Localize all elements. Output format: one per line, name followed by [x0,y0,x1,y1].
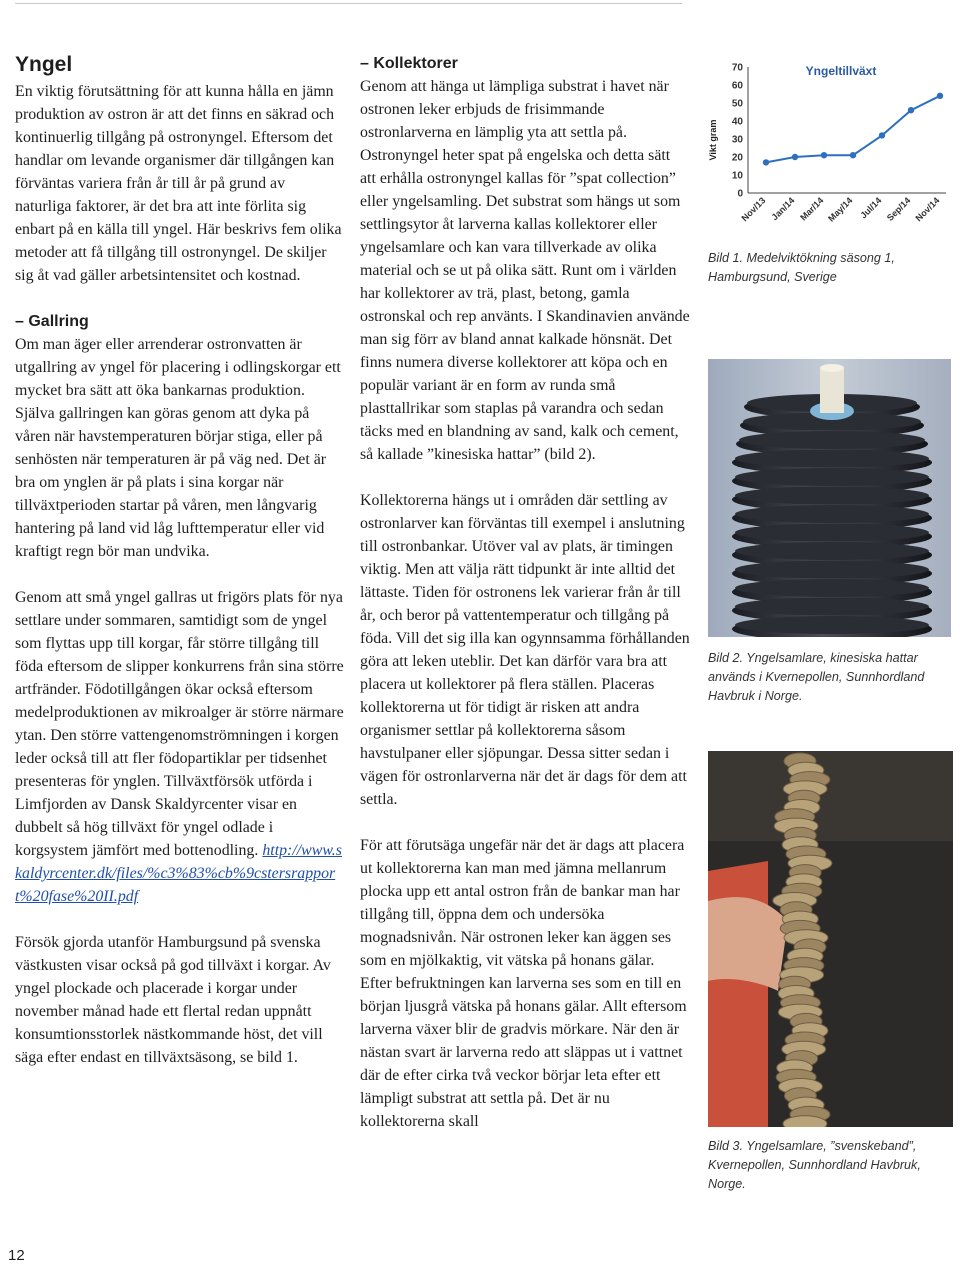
chart-x-tick-label: Jul/14 [858,195,884,221]
gallring-paragraph-2-text: Genom att små yngel gallras ut frigörs plats för nya settlare under sommaren, samtidigt som de yngel som flyttas upp till korgar, får större tillgång till föda eftersom de slipper konkurrens från sina större artfränder. Födotillgången ökar också eftersom medelproduktionen av mikroalger är större närmare ytan. Den större vattengenomströmningen i korgen leder också till att fler födopartiklar per tidsenhet presenteras för ynglen. Tillväxtförsök utförda i Limfjorden av Dansk Skaldyrcenter visar en dubbelt så hög tillväxt för yngel odlade i korgsystem jämfört med bottenodling. [15,589,344,859]
chart-y-tick-label: 10 [731,170,743,182]
bild1-caption: Bild 1. Medelviktökning säsong 1, Hamburgsund, Sverige [708,251,895,284]
gallring-paragraph-3: Försök gjorda utanför Hamburgsund på svenska västkusten visar också på god tillväxt i korgar. Av yngel plockade och placerade i korgar under november månad hade ett flertal redan uppnått konsumtionsstorlek nästkommande höst, det vill säga efter endast en tillväxtsäsong, se bild 1. [15,934,331,1066]
chart-y-tick-label: 50 [731,98,743,110]
yngeltillvaxt-chart [706,55,954,245]
chart-data-point [937,93,943,99]
chart-y-tick-label: 20 [731,152,743,164]
kollektorer-paragraph-1: Genom att hänga ut lämpliga substrat i havet när ostronen leker erbjuds de frisimmande ostronlarverna en lämplig yta att settla på. Ostronyngel heter spat på engelska och detta sätt att erhålla ostronyngel kallas för ”spat collection” eller yngelsamling. Det substrat som hängs ut som settlingsytor åt larverna kallas kollektorer eller yngelsamlare och kan vara tillverkade av olika material och se ut på olika sätt. Runt om i världen har kollektorer av trä, plast, betong, gamla ostronskal och rep använts. I Skandinavien använde man sig förr av bland annat kalkade hönsnät. Det finns numera diverse kollektorer att köpa och en populär variant är en form av runda små plasttallrikar som staplas på varandra och sedan täcks med en blandning av sand, kalk och cement, så kallade ”kinesiska hattar” (bild 2). [360,78,690,463]
chart-data-point [879,132,885,138]
chart-data-point [908,107,914,113]
chart-y-tick-label: 70 [731,62,743,74]
skaldyrcenter-link[interactable]: http://www.skaldyrcenter.dk/files/%c3%83%cb%9cstersrapport%20fase%20II.pdf [15,842,342,905]
kinesiska-hattar-photo [708,359,951,637]
chart-x-tick-label: Mar/14 [798,195,826,223]
chart-y-tick-label: 30 [731,134,743,146]
chart-x-tick-label: Jan/14 [769,195,797,223]
section-heading-yngel: Yngel [15,53,73,76]
chart-x-tick-label: Sep/14 [884,195,913,223]
chart-y-tick-label: 40 [731,116,743,128]
chart-x-tick-label: Nov/13 [739,195,768,224]
chart-data-point [763,159,769,165]
top-rule [15,3,682,4]
kollektorer-paragraph-2: Kollektorerna hängs ut i områden där settling av ostronlarver kan förväntas till exempel i anslutning till ostronbankar. Utöver val av plats, är timingen viktig. Men att välja rätt tidpunkt är inte alltid det lättaste. Tiden för ostronens lek varierar från år till år, och beror på vattentemperatur och tillgång på föda. Vill det sig illa kan ogynnsamma förhållanden göra att leken uteblir. Det kan därför vara bra att placera ut kollektorer på flera ställen. Placeras kollektorerna ut för tidigt är risken att andra organismer settlar på kollektorerna såsom havstulpaner eller sjöpungar. Dessa sitter sedan i vägen för ostronlarverna när det är dags för dem att settla. [360,492,690,808]
chart-data-point [850,152,856,158]
gallring-paragraph-1: Om man äger eller arrenderar ostronvatten är utgallring av yngel för placering i odlingskorgar ett mycket bra sätt att öka bankarnas produktion. Själva gallringen kan göras genom att dyka på våren när havstemperaturen börjar stiga, eller på senhösten när temperaturen är på väg ned. Det är bra om ynglen är på plats i sina korgar när tillväxtperioden startar på våren, men långvarig hantering på land vid låg lufttemperatur eller vid kraftigt regn bör man undvika. [15,336,341,560]
chart-title: Yngeltillväxt [805,64,877,78]
page-number: 12 [8,1247,25,1264]
subheading-gallring: – Gallring [15,313,89,330]
bild3-caption: Bild 3. Yngelsamlare, ”svenskeband”, Kvernepollen, Sunnhordland Havbruk, Norge. [708,1139,921,1191]
chart-y-axis-label: Vikt gram [708,119,718,161]
chart-x-tick-label: Nov/14 [913,195,942,224]
left-column [15,52,345,1069]
svenskeband-photo [708,751,953,1127]
gallring-paragraph-2 [15,586,345,908]
subheading-kollektorer: – Kollektorer [360,55,458,72]
chart-y-tick-label: 0 [737,188,743,200]
intro-paragraph: En viktig förutsättning för att kunna hålla en jämn produktion av ostron är att det finns en säkrad och kontinuerlig tillgång på ostronyngel. Eftersom det handlar om levande organismer där tillgången kan förväntas variera från år till år på grund av naturliga faktorer, är det bra att inte förlita sig enbart på en källa till yngel. Här beskrivs fem olika metoder att få tillgång till ostronyngel. De skiljer sig åt vad gäller arbetsintensitet och kostnad. [15,83,342,284]
chart-y-tick-label: 60 [731,80,743,92]
chart-x-tick-label: May/14 [826,195,855,224]
kollektorer-paragraph-3: För att förutsäga ungefär när det är dags att placera ut kollektorerna kan man med jämna mellanrum plocka upp ett antal ostron från de bankar man har tillgång till, öppna dem och undersöka mognadsnivån. När ostronen leker kan äggen ses som en mjölkaktig, vit vätska på honans gälar. Efter befruktningen kan larverna ses som en till en början ljusgrå vätska på honans gälar. Allt eftersom larverna växer blir de gradvis mörkare. När den är nästan svart är larverna redo att släppas ut i vattnet där de efter cirka två veckor börjar leta efter ett lämpligt substrat att settla på. Det är nu kollektorerna skall [360,837,687,1130]
chart-data-point [821,152,827,158]
middle-column [360,52,690,1133]
bild2-caption: Bild 2. Yngelsamlare, kinesiska hattar används i Kvernepollen, Sunnhordland Havbruk i Norge. [708,651,925,703]
chart-data-point [792,154,798,160]
